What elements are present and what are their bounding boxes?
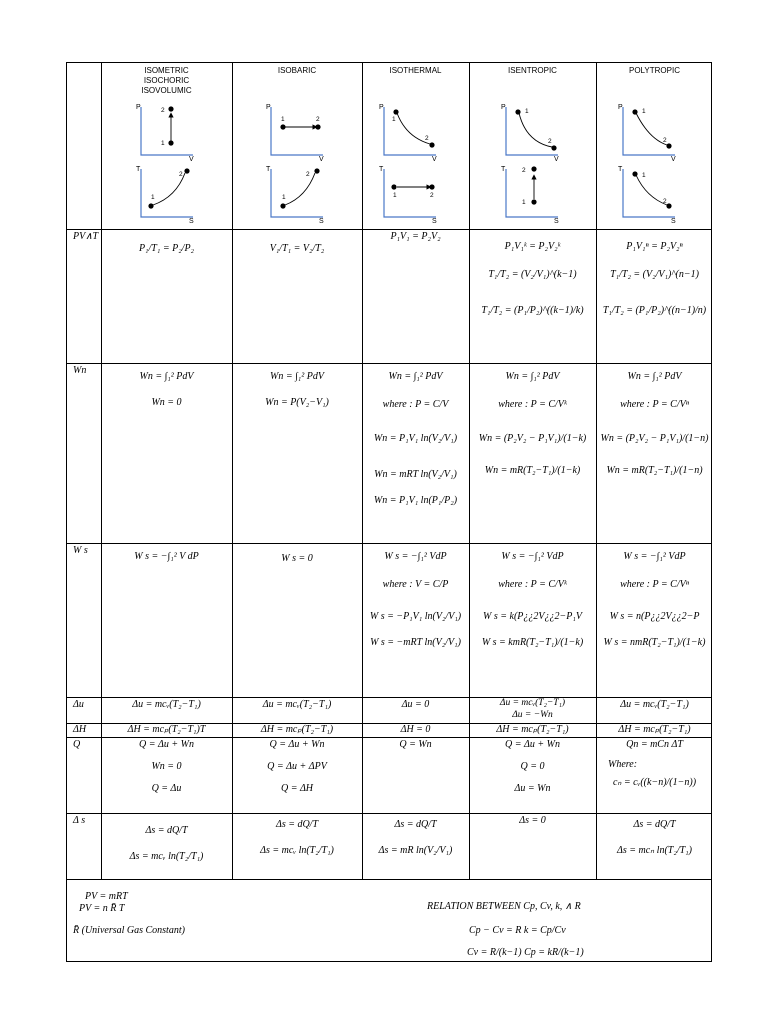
axis-s: S xyxy=(432,218,437,225)
process-diagrams xyxy=(101,97,713,229)
q-polytropic: Qn = mCn ΔT Where: cₙ = cᵥ((k−n)/(1−n)) xyxy=(608,739,697,788)
axis-v: V xyxy=(671,156,676,163)
ws-polytropic: W s = −∫₁² VdP where : P = C/Vⁿ W s = n(P¿¿2V¿¿2−P W s = nmR(T₂−T₁)/(1−k) xyxy=(603,551,706,648)
wn-isobaric: Wn = ∫₁² PdV Wn = P(V₂−V₁) xyxy=(265,371,329,408)
grid-line xyxy=(67,229,711,230)
axis-p: P xyxy=(136,104,141,111)
row-label-wn: Wn xyxy=(73,365,87,376)
point-label: 2 xyxy=(663,137,667,144)
axis-t: T xyxy=(379,166,384,173)
point-label: 1 xyxy=(393,192,397,199)
q-isentropic: Q = Δu + Wn Q = 0 Δu = Wn xyxy=(505,739,560,794)
point-label: 2 xyxy=(522,167,526,174)
q-isometric: Q = Δu + Wn Wn = 0 Q = Δu xyxy=(139,739,194,794)
point-label: 2 xyxy=(548,138,552,145)
point-label: 1 xyxy=(392,116,396,123)
ws-isentropic: W s = −∫₁² VdP where : P = C/Vᵏ W s = k(P¿¿2V¿¿2−P₁V W s = kmR(T₂−T₁)/(1−k) xyxy=(481,551,584,648)
point-label: 1 xyxy=(281,116,285,123)
header-isentropic: ISENTROPIC xyxy=(508,66,557,75)
footer-relation-title: RELATION BETWEEN Cp, Cv, k, ∧ R xyxy=(427,901,581,912)
dh-polytropic: ΔH = mcₚ(T₂−T₁) xyxy=(618,724,691,735)
grid-line xyxy=(67,879,711,880)
wn-isometric: Wn = ∫₁² PdV Wn = 0 xyxy=(139,371,194,408)
footer-relation-1: Cp − Cv = R k = Cp/Cv xyxy=(469,925,566,936)
footer-universal-gas: R̄ (Universal Gas Constant) xyxy=(73,925,185,936)
pvt-isothermal: P₁V₁ = P₂V₂ xyxy=(390,231,441,242)
axis-t: T xyxy=(266,166,271,173)
point-label: 2 xyxy=(179,171,183,178)
dh-isothermal: ΔH = 0 xyxy=(400,724,431,735)
grid-line xyxy=(67,543,711,544)
ds-isentropic: Δs = 0 xyxy=(519,815,546,826)
point-label: 1 xyxy=(151,194,155,201)
du-isobaric: Δu = mcᵥ(T₂−T₁) xyxy=(262,699,332,710)
ds-isothermal: Δs = dQ/T Δs = mR ln(V₂/V₁) xyxy=(378,819,453,856)
dh-isentropic: ΔH = mcₚ(T₂−T₁) xyxy=(496,724,569,735)
row-label-pvt: PV∧T xyxy=(73,231,99,242)
axis-p: P xyxy=(501,104,506,111)
wn-polytropic: Wn = ∫₁² PdV where : P = C/Vⁿ Wn = (P₂V₂ − P₁V₁)/(1−n) Wn = mR(T₂−T₁)/(1−n) xyxy=(600,371,709,476)
grid-line xyxy=(67,737,711,738)
point-label: 2 xyxy=(430,192,434,199)
header-isobaric: ISOBARIC xyxy=(277,66,317,75)
du-isentropic: Δu = mcᵥ(T₂−T₁) Δu = −Wn xyxy=(499,698,566,720)
pvt-isometric: P₁/T₁ = P₂/P₂ xyxy=(138,243,195,254)
ws-isothermal: W s = −∫₁² VdP where : V = C/P W s = −P₁V₁ ln(V₂/V₁) W s = −mRT ln(V₂/V₁) xyxy=(369,551,462,648)
axis-v: V xyxy=(554,156,559,163)
row-label-du: Δu xyxy=(73,699,84,710)
point-label: 2 xyxy=(663,198,667,205)
row-label-ds: Δ s xyxy=(73,815,86,826)
point-label: 2 xyxy=(425,135,429,142)
point-label: 2 xyxy=(306,171,310,178)
du-isometric: Δu = mcᵥ(T₂−T₁) xyxy=(132,699,201,710)
header-isometric: ISOMETRIC ISOCHORIC ISOVOLUMIC xyxy=(141,66,192,95)
ds-isobaric: Δs = dQ/T Δs = mcᵥ ln(T₂/T₁) xyxy=(260,819,334,856)
ds-isometric: Δs = dQ/T Δs = mcᵥ ln(T₂/T₁) xyxy=(129,825,204,862)
axis-t: T xyxy=(501,166,506,173)
axis-s: S xyxy=(319,218,324,225)
point-label: 1 xyxy=(642,108,646,115)
q-isobaric: Q = Δu + Wn Q = Δu + ΔPV Q = ΔH xyxy=(267,739,327,794)
ws-isometric: W s = −∫₁² V dP xyxy=(134,551,199,562)
pvt-isentropic: P₁V₁ᵏ = P₂V₂ᵏ T₁/T₂ = (V₂/V₁)^(k−1) T₁/T₂ = (P₁/P₂)^((k−1)/k) xyxy=(481,241,584,316)
du-polytropic: Δu = mcᵥ(T₂−T₁) xyxy=(620,699,689,710)
grid-line xyxy=(67,697,711,698)
axis-s: S xyxy=(189,218,194,225)
row-label-q: Q xyxy=(73,739,81,750)
point-label: 1 xyxy=(525,108,529,115)
wn-isentropic: Wn = ∫₁² PdV where : P = C/Vᵏ Wn = (P₂V₂ − P₁V₁)/(1−k) Wn = mR(T₂−T₁)/(1−k) xyxy=(478,371,587,476)
ws-isobaric: W s = 0 xyxy=(281,553,313,564)
q-isothermal: Q = Wn xyxy=(399,739,432,750)
footer-relation-2: Cv = R/(k−1) Cp = kR/(k−1) xyxy=(467,947,584,958)
axis-v: V xyxy=(189,156,194,163)
axis-v: V xyxy=(432,156,437,163)
point-label: 1 xyxy=(161,140,165,147)
axis-p: P xyxy=(266,104,271,111)
pvt-isobaric: V₁/T₁ = V₂/T₂ xyxy=(269,243,325,254)
grid-line xyxy=(67,813,711,814)
axis-s: S xyxy=(554,218,559,225)
axis-p: P xyxy=(379,104,384,111)
ds-polytropic: Δs = dQ/T Δs = mcₙ ln(T₂/T₁) xyxy=(617,819,692,856)
axis-t: T xyxy=(136,166,141,173)
point-label: 1 xyxy=(522,199,526,206)
footer-pv-nrt: PV = n R̄ T xyxy=(79,903,125,914)
grid-line xyxy=(67,363,711,364)
footer-pv-mrt: PV = mRT xyxy=(85,891,128,902)
point-label: 2 xyxy=(316,116,320,123)
point-label: 1 xyxy=(642,172,646,179)
header-isothermal: ISOTHERMAL xyxy=(389,66,442,75)
du-isothermal: Δu = 0 xyxy=(401,699,430,710)
pvt-polytropic: P₁V₁ⁿ = P₂V₂ⁿ T₁/T₂ = (V₂/V₁)^(n−1) T₁/T₂ = (P₁/P₂)^((n−1)/n) xyxy=(602,241,707,316)
point-label: 1 xyxy=(282,194,286,201)
axis-s: S xyxy=(671,218,676,225)
axis-v: V xyxy=(319,156,324,163)
property-table xyxy=(66,62,712,962)
dh-isometric: ΔH = mcₚ(T₂−T₁)T xyxy=(127,724,206,735)
row-label-ws: W s xyxy=(73,545,88,556)
point-label: 2 xyxy=(161,107,165,114)
header-polytropic: POLYTROPIC xyxy=(629,66,680,75)
axis-p: P xyxy=(618,104,623,111)
dh-isobaric: ΔH = mcₚ(T₂−T₁) xyxy=(260,724,334,735)
axis-t: T xyxy=(618,166,623,173)
row-label-dh: ΔH xyxy=(73,724,87,735)
wn-isothermal: Wn = ∫₁² PdV where : P = C/V Wn = P₁V₁ ln(V₂/V₁) Wn = mRT ln(V₂/V₁) Wn = P₁V₁ ln(P₁/P₂) xyxy=(373,371,458,506)
